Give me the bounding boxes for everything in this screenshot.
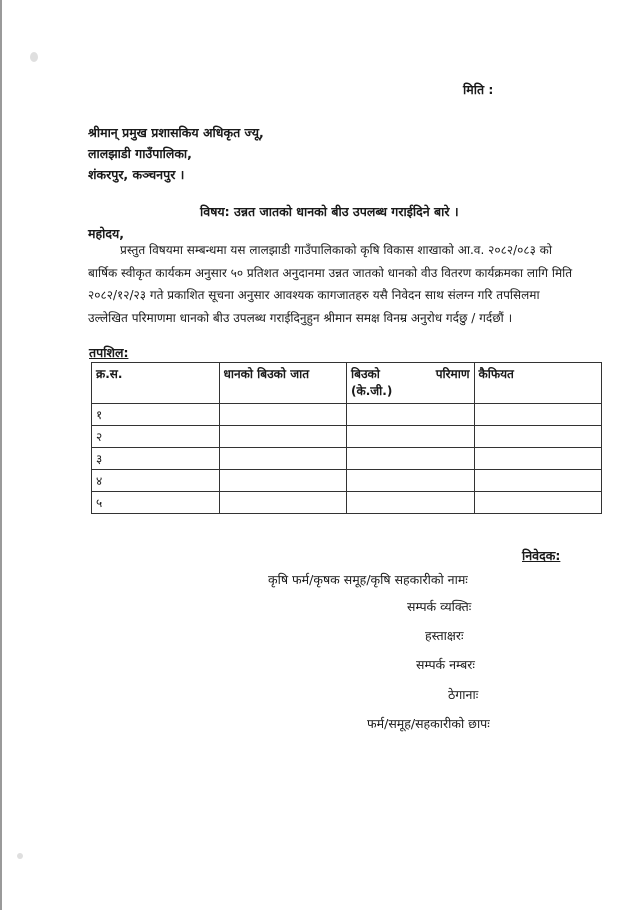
date-label: मिति : (463, 82, 494, 97)
body-line-1 (88, 239, 602, 262)
cell-remarks[interactable] (474, 470, 602, 492)
field-stamp: फर्म/समूह/सहकारीको छापः (367, 716, 490, 731)
cell-quantity[interactable] (347, 404, 475, 426)
cell-variety[interactable] (219, 470, 347, 492)
cell-serial: ४ (92, 470, 220, 492)
header-quantity-line1 (351, 365, 470, 382)
cell-quantity[interactable] (347, 470, 475, 492)
scan-edge (0, 0, 2, 910)
applicant-title: निवेदक: (522, 548, 561, 563)
table-row (92, 404, 602, 426)
header-remarks: कैफियत (474, 363, 602, 404)
header-quantity-unit: (के.जी.) (351, 384, 393, 398)
cell-remarks[interactable] (474, 448, 602, 470)
subject-line: विषय: उन्नत जातको धानको बीउ उपलब्ध गराईदिने बारे । (200, 204, 459, 219)
field-signature: हस्ताक्षरः (425, 628, 464, 643)
schedule-header-row (92, 363, 602, 404)
cell-variety[interactable] (219, 448, 347, 470)
scan-smudge (17, 853, 23, 859)
header-quantity-word2: परिमाण (435, 367, 470, 381)
body-line-text: प्रस्तुत विषयमा सम्बन्धमा यस लालझाडी गाउँपालिकाको कृषि विकास शाखाको आ.व. २०८२/०८३ को (120, 243, 552, 257)
cell-serial: २ (92, 426, 220, 448)
body-line-4: उल्लेखित परिमाणमा धानको बीउ उपलब्ध गराईदिनुहुन श्रीमान समक्ष विनम्र अनुरोध गर्दछु / गर्दछौं । (88, 310, 513, 325)
cell-serial: १ (92, 404, 220, 426)
cell-quantity[interactable] (347, 426, 475, 448)
body-line-3: २०८२/१२/२३ गते प्रकाशित सूचना अनुसार आवश्यक कागजातहरु यसै निवेदन साथ संलग्न गरि तपसिलमा (88, 288, 540, 302)
cell-remarks[interactable] (474, 492, 602, 514)
cell-variety[interactable] (219, 426, 347, 448)
table-row (92, 448, 602, 470)
cell-remarks[interactable] (474, 404, 602, 426)
cell-serial: ५ (92, 492, 220, 514)
field-address: ठेगानाः (448, 687, 479, 702)
table-row (92, 426, 602, 448)
cell-variety[interactable] (219, 404, 347, 426)
header-quantity (347, 363, 475, 404)
body-line-2: बार्षिक स्वीकृत कार्यकम अनुसार ५० प्रतिशत अनुदानमा उन्नत जातको धानको वीउ वितरण कार्यक्रमका लागि मिति (88, 265, 573, 280)
schedule-title: तपशिल: (89, 345, 129, 360)
header-serial: क्र.स. (92, 363, 220, 404)
schedule-table (91, 362, 602, 514)
field-org-name: कृषि फर्म/कृषक समूह/कृषि सहकारीको नामः (268, 572, 468, 587)
addressee-line-2: लालझाडी गाउँपालिका, (88, 146, 192, 161)
table-row (92, 470, 602, 492)
table-row (92, 492, 602, 514)
cell-remarks[interactable] (474, 426, 602, 448)
cell-quantity[interactable] (347, 492, 475, 514)
body-paragraph (88, 239, 602, 329)
field-contact-number: सम्पर्क नम्बरः (416, 657, 475, 672)
salutation: महोदय, (88, 226, 124, 241)
header-variety: धानको बिउको जात (219, 363, 347, 404)
header-quantity-word1: बिउको (351, 367, 380, 381)
cell-serial: ३ (92, 448, 220, 470)
scan-smudge (30, 52, 38, 62)
addressee-line-1: श्रीमान् प्रमुख प्रशासकिय अधिकृत ज्यू, (88, 125, 264, 140)
cell-quantity[interactable] (347, 448, 475, 470)
addressee-line-3: शंकरपुर, कञ्चनपुर । (88, 167, 185, 182)
cell-variety[interactable] (219, 492, 347, 514)
field-contact-person: सम्पर्क व्यक्तिः (407, 599, 472, 614)
